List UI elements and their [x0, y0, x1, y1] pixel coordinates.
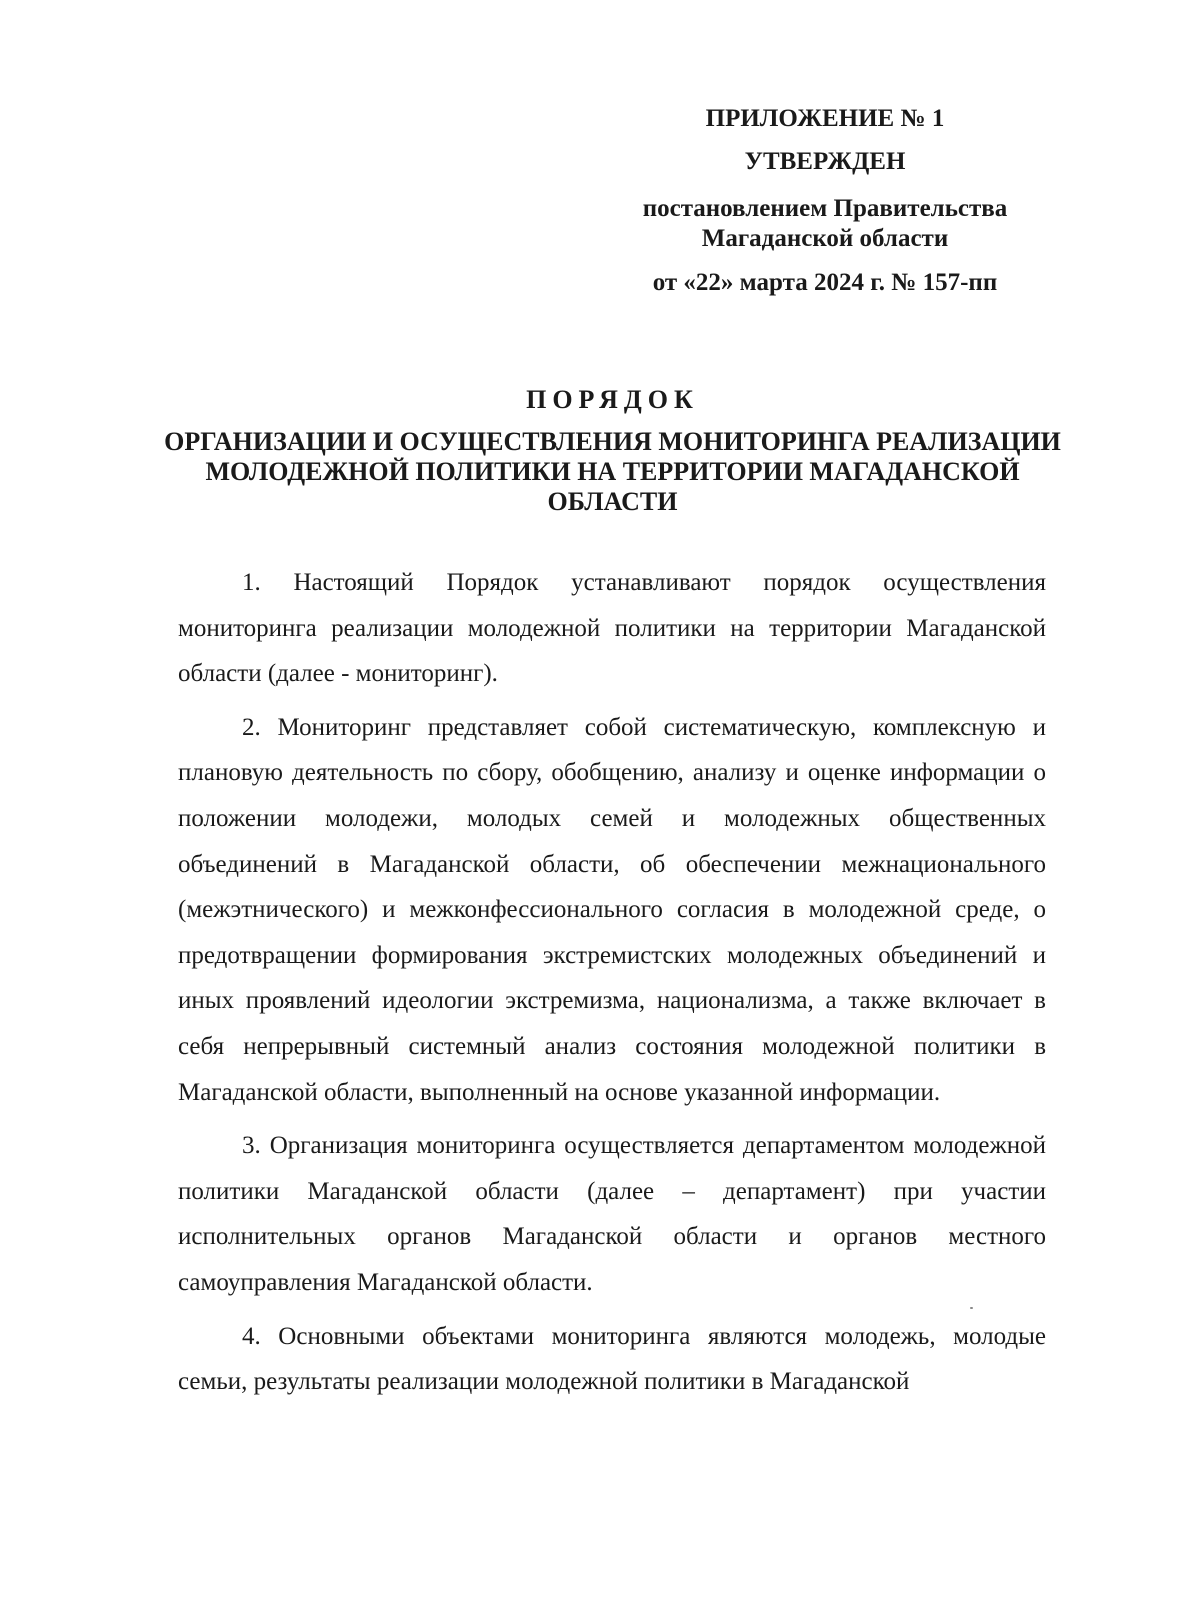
- resolution-date: от «22» марта 2024 г. № 157-пп: [652, 269, 998, 296]
- title-subtitle: ОРГАНИЗАЦИИ И ОСУЩЕСТВЛЕНИЯ МОНИТОРИНГА РЕАЛИЗАЦИИ МОЛОДЕЖНОЙ ПОЛИТИКИ НА ТЕРРИТОРИИ МАГАДАНСКОЙ ОБЛАСТИ: [164, 427, 1061, 516]
- paragraph-3: 3. Организация мониторинга осуществляется департаментом молодежной политики Магаданской области (далее – департамент) при участии исполнительных органов Магаданской области и органов местного самоуправления Магаданской области.: [178, 1132, 1046, 1296]
- approval-header: [560, 104, 1090, 298]
- resolution-line-2: Магаданской области: [701, 225, 949, 252]
- paragraph-2: 2. Мониторинг представляет собой систематическую, комплексную и плановую деятельность по сбору, обобщению, анализу и оценке информации о положении молодежи, молодых семей и молодежных общественных объединений в Магаданской области, об обеспечении межнационального (межэтнического) и межконфессионального согласия в молодежной среде, о предотвращении формирования экстремистских молодежных объединений и иных проявлений идеологии экстремизма, национализма, а также включает в себя непрерывный системный анализ состояния молодежной политики в Магаданской области, выполненный на основе указанной информации.: [178, 713, 1046, 1106]
- paragraph-1: 1. Настоящий Порядок устанавливают порядок осуществления мониторинга реализации молодежной политики на территории Магаданской области (далее - мониторинг).: [178, 569, 1046, 688]
- scan-speck: [970, 1307, 973, 1309]
- document-body: [178, 560, 1046, 1413]
- paragraph-4: 4. Основными объектами мониторинга являются молодежь, молодые семьи, результаты реализации молодежной политики в Магаданской: [178, 1322, 1046, 1396]
- title-main: ПОРЯДОК: [526, 385, 699, 414]
- resolution-line-1: постановлением Правительства: [642, 195, 1008, 222]
- approved-label: УТВЕРЖДЕН: [744, 148, 906, 175]
- appendix-label: ПРИЛОЖЕНИЕ № 1: [705, 105, 945, 132]
- document-title: [150, 385, 1075, 517]
